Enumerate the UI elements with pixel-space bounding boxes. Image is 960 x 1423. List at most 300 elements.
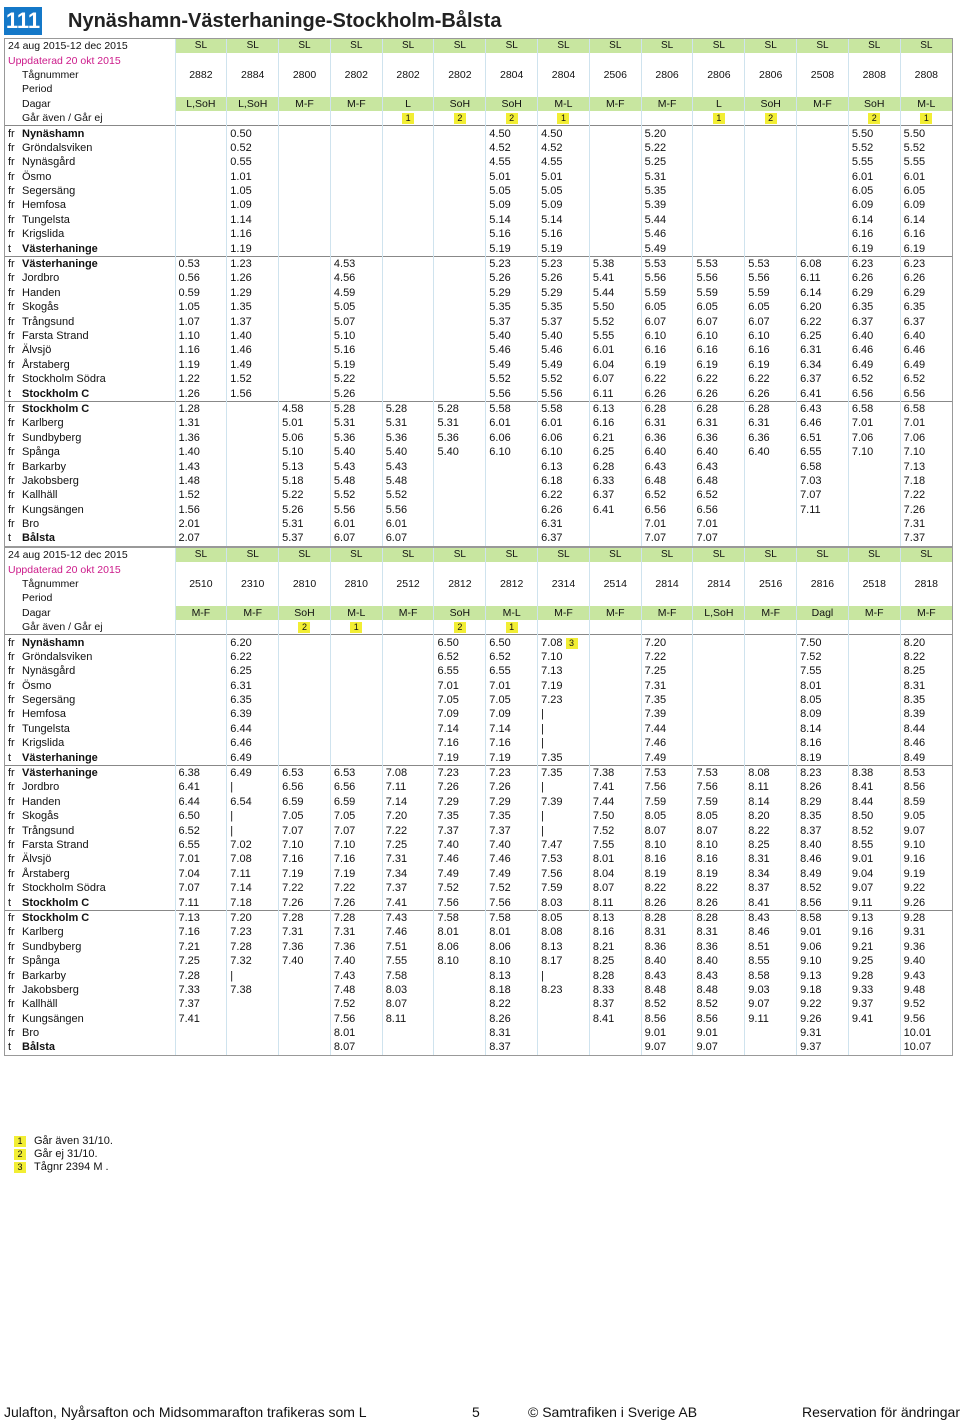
stop-prefix: fr [8,650,15,663]
stop-row [5,271,952,285]
operator-cell: SL [227,548,279,562]
departure-time: 6.01 [848,170,900,184]
departure-time: 1.46 [227,343,279,357]
departure-time: 7.49 [434,867,486,881]
empty-cell [486,53,538,67]
stop-row [5,488,952,502]
departure-time: 7.37 [486,823,538,837]
departure-time [279,997,331,1011]
operating-days: M-F [227,606,279,620]
stop-label [5,1012,175,1026]
departure-time: 9.56 [900,1012,952,1026]
stop-row [5,954,952,968]
departure-time [434,503,486,517]
departure-time [848,707,900,721]
departure-time [848,679,900,693]
stop-prefix: fr [8,810,15,823]
empty-cell [538,591,590,605]
departure-time: 7.05 [486,693,538,707]
departure-time: 5.52 [589,314,641,328]
departure-time: 9.26 [900,895,952,910]
empty-cell [330,562,382,576]
footnote-marker: 2 [454,113,466,124]
empty-cell [589,53,641,67]
departure-time: 8.06 [486,940,538,954]
stop-prefix: fr [8,446,15,459]
departure-time [279,650,331,664]
departure-time: 9.25 [848,954,900,968]
departure-time [693,722,745,736]
departure-time: 8.50 [848,809,900,823]
departure-time: 6.22 [641,372,693,386]
departure-time [382,141,434,155]
header-row-days [5,97,952,111]
operator-cell: SL [693,39,745,53]
departure-time: 9.01 [693,1026,745,1040]
departure-time: 5.06 [279,431,331,445]
departure-time [693,693,745,707]
departure-time: 5.44 [641,213,693,227]
train-number: 2802 [434,68,486,82]
stop-row [5,198,952,212]
exception-cell [848,620,900,635]
departure-time: 1.48 [175,474,227,488]
stop-label [5,954,175,968]
departure-time [279,1040,331,1054]
footnote [14,1135,113,1148]
departure-time: | [227,809,279,823]
period-label [5,591,175,605]
departure-time: 8.39 [900,707,952,721]
departure-time: 8.26 [693,895,745,910]
departure-time: 6.55 [486,664,538,678]
departure-time: 5.26 [279,503,331,517]
departure-time: 7.10 [330,838,382,852]
departure-time: 7.06 [900,431,952,445]
departure-time: 5.14 [538,213,590,227]
stop-row [5,925,952,939]
departure-time [848,722,900,736]
stop-prefix: fr [8,940,15,953]
departure-time [434,241,486,256]
departure-time: 8.53 [900,765,952,780]
departure-time: 5.31 [330,416,382,430]
departure-time: 4.55 [538,155,590,169]
departure-time: 7.56 [538,867,590,881]
departure-time: 5.31 [641,170,693,184]
departure-time: 6.19 [745,358,797,372]
departure-time: | [538,809,590,823]
departure-time: 5.01 [279,416,331,430]
operating-days: L [382,97,434,111]
departure-time [538,997,590,1011]
departure-time: 6.46 [848,343,900,357]
train-number: 2808 [900,68,952,82]
departure-time: | [538,722,590,736]
departure-time: 5.56 [486,386,538,401]
departure-time: 5.35 [486,300,538,314]
footnote-marker: 3 [566,638,578,649]
departure-time: 9.28 [848,968,900,982]
departure-time [434,488,486,502]
stop-name: Spånga [22,955,60,968]
departure-time [797,155,849,169]
departure-time [175,184,227,198]
departure-time: 6.05 [641,300,693,314]
departure-time: 5.44 [589,286,641,300]
operating-days: M-F [589,606,641,620]
stop-prefix: fr [8,228,15,241]
departure-time: 9.37 [848,997,900,1011]
empty-cell [434,591,486,605]
exception-cell [279,620,331,635]
departure-time: 7.41 [382,895,434,910]
days-label-text: Dagar [22,97,51,110]
departure-time: 7.31 [279,925,331,939]
train-number: 2804 [538,68,590,82]
departure-time: | [538,780,590,794]
departure-time: 7.49 [486,867,538,881]
stop-prefix: fr [8,839,15,851]
stop-prefix: fr [8,344,15,357]
stop-row [5,445,952,459]
stop-name: Nynäsgård [22,665,76,678]
departure-time [227,431,279,445]
validity-label: 24 aug 2015-12 dec 2015 [8,549,128,562]
departure-time: 8.01 [797,679,849,693]
departure-time [279,198,331,212]
train-number: 2816 [797,577,849,591]
departure-time: 6.05 [693,300,745,314]
stop-row [5,503,952,517]
departure-time: 8.22 [641,881,693,895]
departure-time: 7.28 [279,910,331,925]
departure-time: 5.28 [382,401,434,416]
departure-time [797,126,849,141]
departure-time: 6.26 [848,271,900,285]
stop-prefix: fr [8,767,15,780]
operating-days: L [693,97,745,111]
departure-time: 6.39 [227,707,279,721]
departure-time: 6.43 [693,459,745,473]
departure-time [538,635,590,650]
stop-name: Karlberg [22,926,64,939]
departure-time [279,358,331,372]
stop-row [5,431,952,445]
departure-time: 7.52 [434,881,486,895]
stop-name: Stockholm C [22,402,90,415]
departure-time [175,126,227,141]
stop-name: Jakobsberg [22,474,79,487]
departure-time: 7.05 [434,693,486,707]
departure-time: 7.10 [279,838,331,852]
stop-label [5,635,175,650]
departure-time: 7.16 [330,852,382,866]
departure-time: 8.49 [900,750,952,765]
departure-time: 6.29 [900,286,952,300]
stop-row [5,809,952,823]
departure-time: 5.26 [486,271,538,285]
departure-time: 9.07 [848,881,900,895]
departure-time: 8.41 [745,895,797,910]
departure-time: 8.11 [589,895,641,910]
departure-time: 2.07 [175,531,227,545]
stop-label [5,141,175,155]
train-number: 2512 [382,577,434,591]
stop-name: Kungsängen [22,1012,84,1025]
departure-time: 7.07 [330,823,382,837]
departure-time: 7.53 [641,765,693,780]
stop-name: Trångsund [22,824,75,837]
departure-time: 1.19 [227,241,279,256]
departure-time: 9.13 [848,910,900,925]
exception-cell [589,620,641,635]
departure-time: 8.05 [693,809,745,823]
departure-time [538,1026,590,1040]
departure-time: 6.04 [589,358,641,372]
departure-time [382,155,434,169]
departure-time: 9.41 [848,1012,900,1026]
departure-time [589,517,641,531]
departure-time: 9.07 [693,1040,745,1054]
departure-time [382,722,434,736]
departure-time [434,531,486,545]
departure-time: 7.02 [227,838,279,852]
departure-time [848,488,900,502]
departure-time: 7.11 [797,503,849,517]
departure-time: 8.06 [434,940,486,954]
departure-time: 0.59 [175,286,227,300]
stop-label [5,531,175,545]
stop-label [5,256,175,271]
departure-time: 8.35 [900,693,952,707]
departure-time: 7.19 [279,867,331,881]
departure-time: 7.53 [693,765,745,780]
departure-time: 8.58 [797,910,849,925]
departure-time [589,650,641,664]
departure-time [693,213,745,227]
departure-time [175,170,227,184]
departure-time: 10.01 [900,1026,952,1040]
departure-time [434,997,486,1011]
departure-time: 7.19 [538,679,590,693]
departure-time: 5.10 [330,329,382,343]
departure-time: 1.56 [175,503,227,517]
departure-time: 4.55 [486,155,538,169]
departure-time: 6.06 [486,431,538,445]
stop-row [5,736,952,750]
departure-time: 7.38 [589,765,641,780]
exception-cell [279,111,331,126]
departure-time [382,300,434,314]
departure-time: 6.41 [797,386,849,401]
departure-time: 7.01 [693,517,745,531]
departure-time: 7.58 [434,910,486,925]
departure-time: 6.21 [589,431,641,445]
stop-prefix: fr [8,301,15,314]
departure-time: 1.56 [227,386,279,401]
departure-time: 8.28 [641,910,693,925]
exception-cell [382,111,434,126]
departure-time [589,722,641,736]
departure-time: 7.07 [641,531,693,545]
departure-time [434,141,486,155]
departure-time: 4.52 [486,141,538,155]
departure-time: 5.31 [434,416,486,430]
departure-time [589,213,641,227]
departure-time: 6.22 [538,488,590,502]
departure-time: 8.41 [589,1012,641,1026]
departure-time: 6.05 [848,184,900,198]
footnote-text: Går även 31/10. [34,1135,113,1147]
departure-time: 9.28 [900,910,952,925]
departure-time [434,459,486,473]
departure-time [589,693,641,707]
train-number-label-text: Tågnummer [22,577,79,590]
departure-time [175,693,227,707]
departure-time [279,314,331,328]
departure-time: 7.08 [227,852,279,866]
departure-time: 8.10 [434,954,486,968]
departure-time [434,386,486,401]
departure-time: 8.17 [538,954,590,968]
departure-time [745,141,797,155]
departure-time [797,184,849,198]
exceptions-label-text: Går även / Går ej [22,112,103,125]
exception-cell [693,111,745,126]
departure-time: 7.11 [382,780,434,794]
departure-time: 4.58 [279,401,331,416]
exception-cell [434,620,486,635]
departure-time: 6.23 [900,256,952,271]
stop-name: Bålsta [22,532,56,545]
stop-name: Trångsund [22,315,75,328]
stop-name: Älvsjö [22,344,52,357]
exception-cell [175,111,227,126]
departure-time: 5.43 [382,459,434,473]
stop-prefix: fr [8,185,15,198]
departure-time: 8.22 [900,650,952,664]
departure-time [745,488,797,502]
departure-time [693,198,745,212]
departure-time [227,488,279,502]
departure-time [434,227,486,241]
departure-time: 7.01 [641,517,693,531]
departure-time: 7.18 [900,474,952,488]
stop-prefix: t [8,1041,12,1054]
departure-time: 8.52 [797,881,849,895]
departure-time: 1.23 [227,256,279,271]
stop-label [5,1040,175,1054]
departure-time: 6.16 [589,416,641,430]
departure-time: 6.48 [641,474,693,488]
stop-name: Jordbro [22,781,60,794]
empty-cell [641,562,693,576]
departure-time: 7.56 [434,895,486,910]
operating-days: M-L [486,606,538,620]
departure-time: 9.26 [797,1012,849,1026]
departure-time [693,650,745,664]
departure-time [175,141,227,155]
stop-label [5,852,175,866]
days-label-text: Dagar [22,606,51,619]
departure-time: 7.56 [486,895,538,910]
stop-prefix: fr [8,665,15,678]
departure-time: | [227,823,279,837]
stop-row [5,881,952,895]
footnote-marker: 1 [557,113,569,124]
departure-time: 6.56 [693,503,745,517]
departure-time [693,679,745,693]
departure-time: 9.01 [797,925,849,939]
stop-row [5,141,952,155]
departure-time: 5.29 [538,286,590,300]
departure-time: 6.34 [797,358,849,372]
departure-time [227,1012,279,1026]
departure-time: 7.23 [227,925,279,939]
departure-time: 5.01 [486,170,538,184]
departure-time [848,635,900,650]
departure-time [175,213,227,227]
departure-time: 7.51 [382,940,434,954]
departure-time: 7.48 [330,983,382,997]
operating-days: L,SoH [693,606,745,620]
departure-time: 5.49 [486,358,538,372]
departure-time: 6.51 [797,431,849,445]
departure-time: 8.52 [641,997,693,1011]
departure-time: 9.36 [900,940,952,954]
departure-time: 7.09 [486,707,538,721]
departure-time [175,750,227,765]
stop-prefix: fr [8,460,15,473]
stop-prefix: fr [8,272,15,285]
timetable-1 [4,38,953,547]
stop-prefix: fr [8,141,15,154]
header-row-train-numbers [5,577,952,591]
departure-time [330,679,382,693]
stop-prefix: fr [8,258,15,271]
stop-label [5,170,175,184]
stop-label [5,940,175,954]
stop-name: Kungsängen [22,503,84,516]
empty-cell [848,53,900,67]
departure-time: 6.22 [745,372,797,386]
empty-cell [589,591,641,605]
departure-time: 7.07 [279,823,331,837]
departure-time: 6.40 [900,329,952,343]
departure-time: 1.52 [175,488,227,502]
departure-time: 7.40 [330,954,382,968]
departure-time: 7.14 [486,722,538,736]
empty-cell [175,53,227,67]
departure-time: 7.13 [175,910,227,925]
stop-label [5,213,175,227]
departure-time: 8.01 [434,925,486,939]
stop-row [5,707,952,721]
stop-label [5,401,175,416]
stop-name: Västerhaninge [22,242,98,255]
empty-cell [900,53,952,67]
departure-time [589,184,641,198]
stop-row [5,867,952,881]
departure-time: 6.07 [745,314,797,328]
departure-time: 4.50 [538,126,590,141]
departure-time: 1.26 [175,386,227,401]
page-header [4,6,501,36]
departure-time [382,314,434,328]
departure-time: 9.31 [900,925,952,939]
departure-time: 6.16 [745,343,797,357]
